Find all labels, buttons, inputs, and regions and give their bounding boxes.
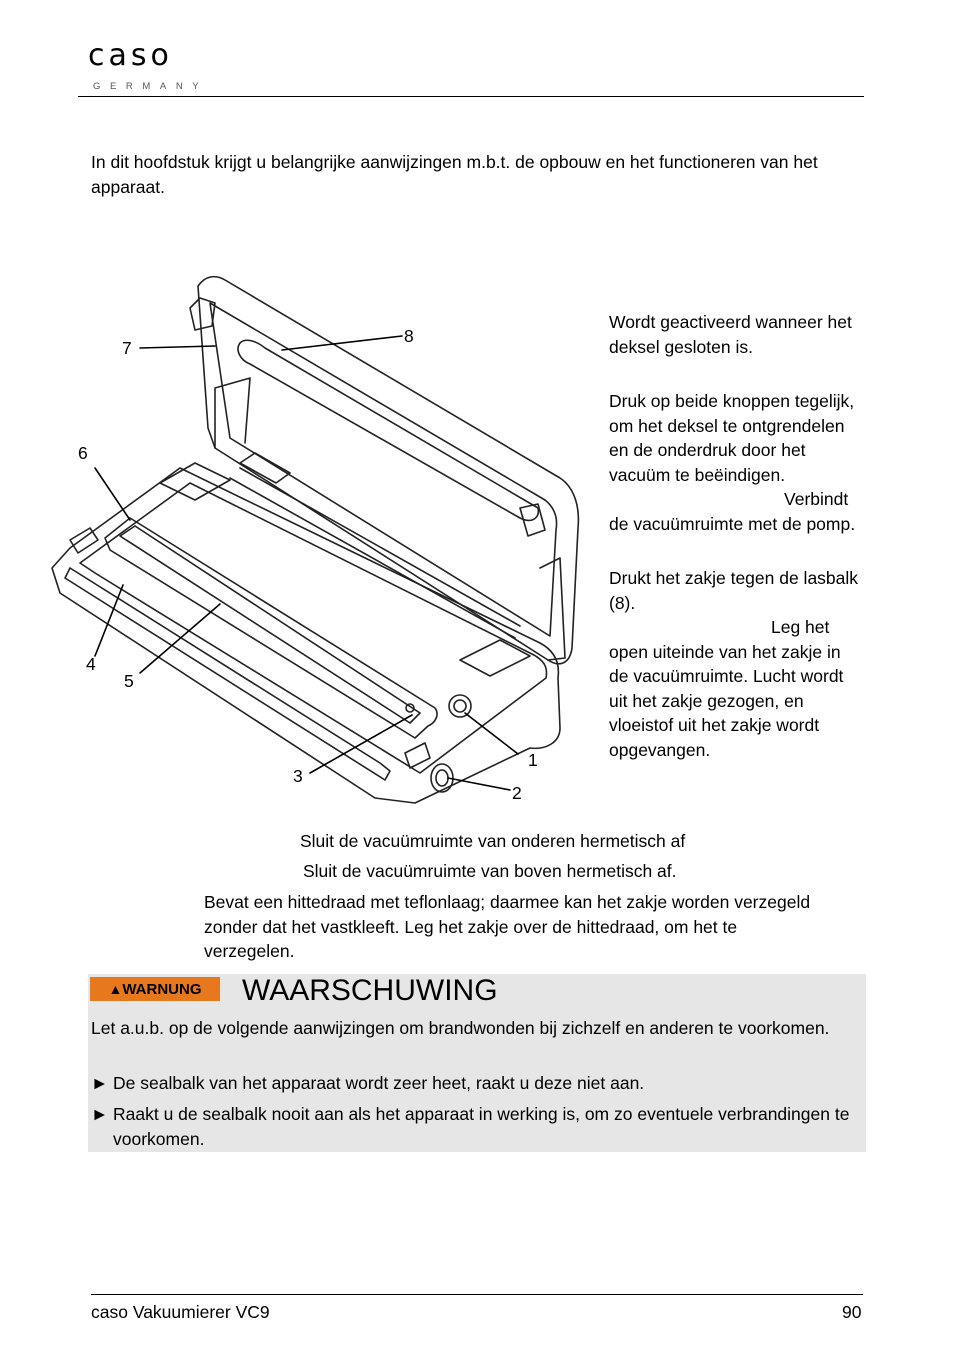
warning-badge — [90, 977, 220, 1001]
diagram-label-2: 2 — [512, 783, 522, 803]
heater-text: Bevat een hittedraad met teflonlaag; daarmee kan het zakje worden verzegeld zonder dat het vastkleeft. Leg het zakje over de hittedraad, om het te verzegelen. — [204, 892, 811, 961]
diagram-label-5: 5 — [124, 671, 134, 691]
callout-chamber-text: open uiteinde van het zakje in de vacuümruimte. Lucht wordt uit het zakje gezogen, en vloeistof uit het zakje wordt opgevangen. — [609, 641, 844, 760]
brand-logo-subtitle: GERMANY — [93, 81, 209, 92]
seal-lower-description: Sluit de vacuümruimte van onderen hermetisch af — [300, 831, 686, 851]
warning-badge-label: WARNUNG — [122, 981, 202, 998]
callout-suction-text: de vacuümruimte met de pomp. — [609, 513, 856, 534]
page-number: 90 — [842, 1302, 862, 1322]
header-rule — [78, 96, 864, 97]
warning-title: WAARSCHUWING — [242, 974, 498, 1007]
sealing-strip — [65, 568, 390, 780]
heater-description — [91, 890, 811, 964]
warning-bullet: ► De sealbalk van het apparaat wordt zeer heet, raakt u deze niet aan. — [91, 1071, 851, 1096]
callout-chamber-label: Leg het — [771, 617, 830, 637]
intro-paragraph: In dit hoofdstuk krijgt u belangrijke aanwijzingen m.b.t. de opbouw en het functioneren van het apparaat. — [91, 152, 818, 197]
footer-rule — [91, 1294, 863, 1295]
diagram-label-4: 4 — [86, 654, 96, 674]
diagram-label-7: 7 — [122, 338, 132, 358]
diagram-label-8: 8 — [404, 326, 414, 346]
diagram-label-1: 1 — [528, 750, 538, 770]
footer-title: caso Vakuumierer VC9 — [91, 1302, 270, 1322]
warning-intro: Let a.u.b. op de volgende aanwijzingen om brandwonden bij zichzelf en anderen te voorkomen. — [91, 1018, 830, 1038]
bullet-arrow-icon: ► — [91, 1073, 109, 1093]
callout-sensor: Wordt geactiveerd wanneer het deksel gesloten is. — [609, 312, 852, 357]
bullet-arrow-icon: ► — [91, 1104, 109, 1124]
callout-suction-label: Verbindt — [784, 489, 849, 509]
vacuum-sealer-diagram — [40, 268, 600, 828]
callout-column — [609, 310, 859, 762]
warning-triangle-icon: ▲ — [108, 981, 123, 997]
callout-release-buttons: Druk op beide knoppen tegelijk, om het deksel te ontgrendelen en de onderdruk door het vacuüm te beëindigen. — [609, 391, 855, 485]
seal-upper-description: Sluit de vacuümruimte van boven hermetisch af. — [303, 861, 677, 881]
upper-seal — [238, 340, 538, 520]
diagram-label-6: 6 — [78, 443, 88, 463]
brand-logo: caso — [88, 38, 173, 73]
warning-bullet: ► Raakt u de sealbalk nooit aan als het apparaat in werking is, om zo eventuele verbrandingen te voorkomen. — [91, 1102, 851, 1151]
lid-inner — [210, 303, 557, 636]
diagram-label-3: 3 — [293, 766, 303, 786]
button-1-shape — [449, 695, 471, 717]
callout-seal-pressure: Drukt het zakje tegen de lasbalk (8). — [609, 568, 859, 613]
